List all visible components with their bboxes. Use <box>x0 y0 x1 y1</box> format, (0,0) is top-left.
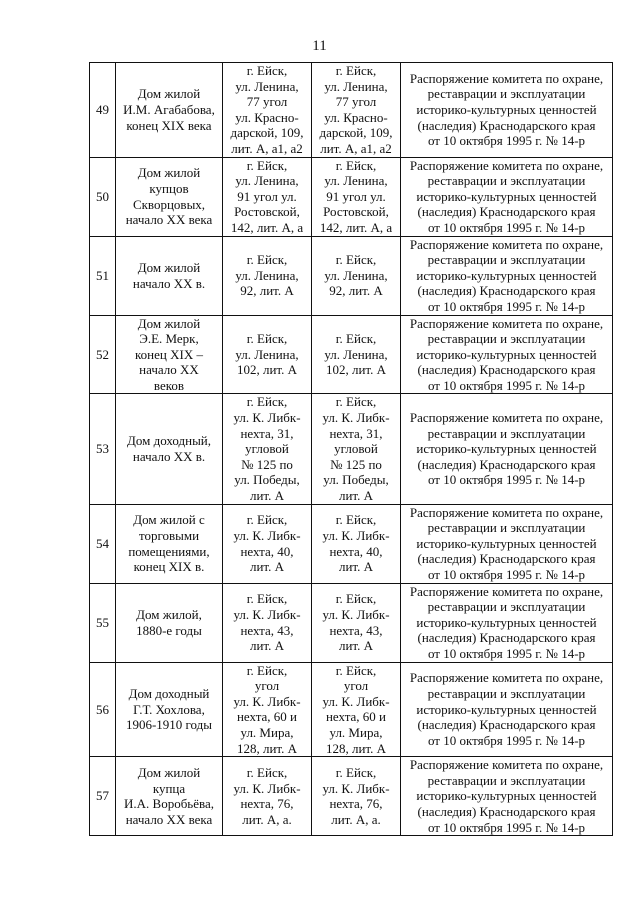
address-cell: г. Ейск, ул. Ленина, 102, лит. А <box>223 315 312 394</box>
object-name-cell: Дом доходный Г.Т. Хохлова, 1906-1910 годы <box>116 662 223 757</box>
object-name-cell: Дом доходный, начало XX в. <box>116 394 223 504</box>
row-number-cell: 56 <box>90 662 116 757</box>
legal-document-cell: Распоряжение комитета по охране, реставрации и эксплуатации историко-культурных ценностей (наследия) Краснодарского края от 10 октября 1995 г. № 14-р <box>401 315 613 394</box>
row-number-cell: 52 <box>90 315 116 394</box>
table-row <box>90 315 613 394</box>
table-row <box>90 662 613 757</box>
address-cell: г. Ейск, ул. Ленина, 91 угол ул. Ростовской, 142, лит. А, а <box>223 157 312 236</box>
table-row <box>90 63 613 158</box>
address-cell: г. Ейск, ул. К. Либк- нехта, 76, лит. А, а. <box>223 757 312 836</box>
address-cell: г. Ейск, ул. Ленина, 77 угол ул. Красно- дарской, 109, лит. А, а1, а2 <box>223 63 312 158</box>
current-address-cell: г. Ейск, ул. Ленина, 91 угол ул. Ростовской, 142, лит. А, а <box>312 157 401 236</box>
address-cell: г. Ейск, ул. К. Либк- нехта, 43, лит. А <box>223 583 312 662</box>
row-number-cell: 55 <box>90 583 116 662</box>
table-row <box>90 504 613 583</box>
object-name-cell: Дом жилой И.М. Агабабова, конец XIX века <box>116 63 223 158</box>
row-number-cell: 57 <box>90 757 116 836</box>
row-number-cell: 51 <box>90 236 116 315</box>
row-number-cell: 49 <box>90 63 116 158</box>
legal-document-cell: Распоряжение комитета по охране, реставрации и эксплуатации историко-культурных ценностей (наследия) Краснодарского края от 10 октября 1995 г. № 14-р <box>401 157 613 236</box>
legal-document-cell: Распоряжение комитета по охране, реставрации и эксплуатации историко-культурных ценностей (наследия) Краснодарского края от 10 октября 1995 г. № 14-р <box>401 236 613 315</box>
table-row <box>90 394 613 504</box>
object-name-cell: Дом жилой купца И.А. Воробьёва, начало XX века <box>116 757 223 836</box>
current-address-cell: г. Ейск, ул. К. Либк- нехта, 76, лит. А, а. <box>312 757 401 836</box>
legal-document-cell: Распоряжение комитета по охране, реставрации и эксплуатации историко-культурных ценностей (наследия) Краснодарского края от 10 октября 1995 г. № 14-р <box>401 63 613 158</box>
current-address-cell: г. Ейск, ул. К. Либк- нехта, 31, угловой № 125 по ул. Победы, лит. А <box>312 394 401 504</box>
current-address-cell: г. Ейск, ул. Ленина, 77 угол ул. Красно- дарской, 109, лит. А, а1, а2 <box>312 63 401 158</box>
current-address-cell: г. Ейск, ул. К. Либк- нехта, 43, лит. А <box>312 583 401 662</box>
table-row <box>90 236 613 315</box>
legal-document-cell: Распоряжение комитета по охране, реставрации и эксплуатации историко-культурных ценностей (наследия) Краснодарского края от 10 октября 1995 г. № 14-р <box>401 504 613 583</box>
address-cell: г. Ейск, ул. К. Либк- нехта, 31, угловой № 125 по ул. Победы, лит. А <box>223 394 312 504</box>
address-cell: г. Ейск, ул. К. Либк- нехта, 40, лит. А <box>223 504 312 583</box>
current-address-cell: г. Ейск, ул. К. Либк- нехта, 40, лит. А <box>312 504 401 583</box>
row-number-cell: 50 <box>90 157 116 236</box>
current-address-cell: г. Ейск, ул. Ленина, 92, лит. А <box>312 236 401 315</box>
row-number-cell: 53 <box>90 394 116 504</box>
address-cell: г. Ейск, угол ул. К. Либк- нехта, 60 и ул. Мира, 128, лит. А <box>223 662 312 757</box>
object-name-cell: Дом жилой купцов Скворцовых, начало XX века <box>116 157 223 236</box>
page-number: 11 <box>312 38 327 54</box>
object-name-cell: Дом жилой, 1880-е годы <box>116 583 223 662</box>
row-number-cell: 54 <box>90 504 116 583</box>
legal-document-cell: Распоряжение комитета по охране, реставрации и эксплуатации историко-культурных ценностей (наследия) Краснодарского края от 10 октября 1995 г. № 14-р <box>401 662 613 757</box>
object-name-cell: Дом жилой с торговыми помещениями, конец XIX в. <box>116 504 223 583</box>
table-row <box>90 583 613 662</box>
current-address-cell: г. Ейск, ул. Ленина, 102, лит. А <box>312 315 401 394</box>
table-row <box>90 157 613 236</box>
legal-document-cell: Распоряжение комитета по охране, реставрации и эксплуатации историко-культурных ценностей (наследия) Краснодарского края от 10 октября 1995 г. № 14-р <box>401 757 613 836</box>
heritage-registry-table <box>89 62 613 836</box>
object-name-cell: Дом жилой начало XX в. <box>116 236 223 315</box>
address-cell: г. Ейск, ул. Ленина, 92, лит. А <box>223 236 312 315</box>
object-name-cell: Дом жилой Э.Е. Мерк, конец XIX – начало XX веков <box>116 315 223 394</box>
current-address-cell: г. Ейск, угол ул. К. Либк- нехта, 60 и ул. Мира, 128, лит. А <box>312 662 401 757</box>
legal-document-cell: Распоряжение комитета по охране, реставрации и эксплуатации историко-культурных ценностей (наследия) Краснодарского края от 10 октября 1995 г. № 14-р <box>401 583 613 662</box>
table-row <box>90 757 613 836</box>
legal-document-cell: Распоряжение комитета по охране, реставрации и эксплуатации историко-культурных ценностей (наследия) Краснодарского края от 10 октября 1995 г. № 14-р <box>401 394 613 504</box>
